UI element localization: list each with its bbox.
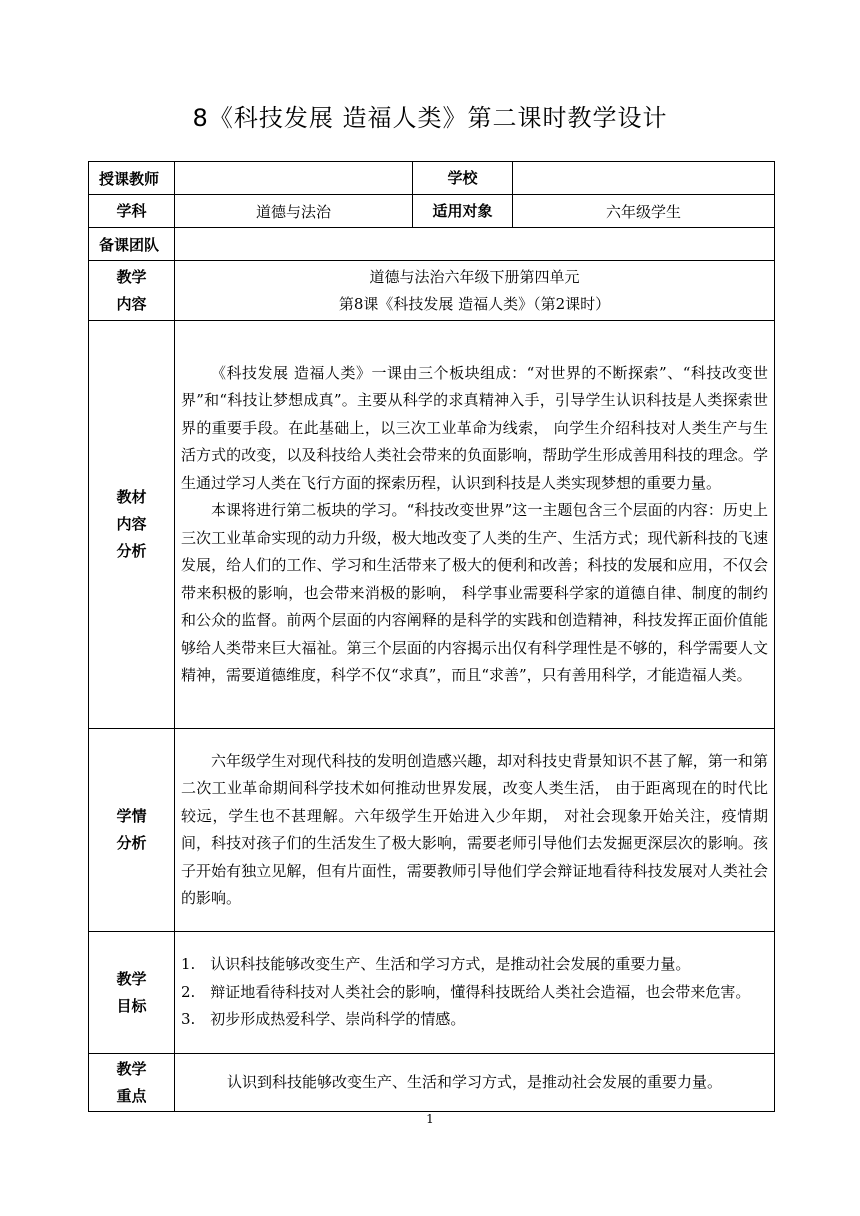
- content-value: [175, 261, 775, 321]
- learner-label: [89, 729, 175, 932]
- goal-item: 2. 辩证地看待科技对人类社会的影响，懂得科技既给人类社会造福，也会带来危害。: [181, 982, 751, 1001]
- table-row: [89, 228, 775, 261]
- table-row: [89, 261, 775, 321]
- content-label-line: 内容: [116, 294, 147, 313]
- content-line: 第8课《科技发展 造福人类》（第2课时）: [338, 294, 611, 313]
- material-label: [89, 321, 175, 729]
- material-label-line: 分析: [116, 542, 147, 560]
- goal-label-line: 目标: [116, 996, 147, 1015]
- school-value: [513, 162, 775, 195]
- audience-value: 六年级学生: [513, 195, 775, 228]
- learner-label-line: 分析: [116, 834, 147, 852]
- learner-label-line: 学情: [116, 807, 147, 825]
- material-paragraph: 《科技发展 造福人类》一课由三个板块组成：“对世界的不断探索”、“科技改变世界”和“科技让梦想成真”。主要从科学的求真精神入手，引导学生认识科技是人类探索世界的重要手段。在此基础上，以三次工业革命为线索， 向学生介绍科技对人类生产与生活方式的改变，以及科技给人类社会带来的负面影响，帮助学生形成善用科技的理念。学生通过学习人类在飞行方面的探索历程，认识到科技是人类实现梦想的重要力量。: [181, 363, 768, 492]
- table-row: [89, 1054, 775, 1112]
- goal-label-line: 教学: [116, 969, 147, 988]
- goal-label: [89, 932, 175, 1054]
- key-label: [89, 1054, 175, 1112]
- teacher-label: 授课教师: [89, 162, 175, 195]
- table-row: [89, 195, 775, 228]
- teacher-value: [175, 162, 413, 195]
- team-value: [175, 228, 775, 261]
- content-label-line: 教学: [116, 267, 147, 286]
- table-row: [89, 321, 775, 729]
- table-row: [89, 729, 775, 932]
- table-row: [89, 932, 775, 1054]
- learner-analysis: [175, 729, 775, 932]
- content-label: [89, 261, 175, 321]
- learner-paragraph: 六年级学生对现代科技的发明创造感兴趣，却对科技史背景知识不甚了解，第一和第二次工业革命期间科学技术如何推动世界发展，改变人类生活， 由于距离现在的时代比较远，学生也不甚理解。六年级学生开始进入少年期， 对社会现象开始关注，疫情期间，科技对孩子们的生活发生了极大影响，需要老师引导他们去发掘更深层次的影响。孩子开始有独立见解，但有片面性，需要教师引导他们学会辩证地看待科技发展对人类社会的影响。: [181, 751, 768, 907]
- goal-list: [175, 932, 775, 1054]
- key-point: 认识到科技能够改变生产、生活和学习方式，是推动社会发展的重要力量。: [226, 1073, 722, 1091]
- content-line: 道德与法治六年级下册第四单元: [369, 267, 580, 286]
- subject-value: 道德与法治: [175, 195, 413, 228]
- page-title: 8《科技发展 造福人类》第二课时教学设计: [192, 104, 668, 132]
- goal-item: 3. 初步形成热爱科学、崇尚科学的情感。: [181, 1010, 466, 1029]
- key-value: [175, 1054, 775, 1112]
- goal-item: 1. 认识科技能够改变生产、生活和学习方式，是推动社会发展的重要力量。: [181, 955, 691, 974]
- table-row: [89, 162, 775, 195]
- lesson-plan-table: [88, 161, 775, 1112]
- material-analysis: [175, 321, 775, 729]
- material-label-line: 教材: [116, 488, 147, 506]
- subject-label: 学科: [89, 195, 175, 228]
- key-label-line: 教学: [116, 1059, 147, 1078]
- audience-label: 适用对象: [413, 195, 513, 228]
- key-label-line: 重点: [116, 1086, 147, 1105]
- material-paragraph: 本课将进行第二板块的学习。“科技改变世界”这一主题包含三个层面的内容：历史上三次工业革命实现的动力升级，极大地改变了人类的生产、生活方式；现代新科技的飞速发展，给人们的工作、学习和生活带来了极大的便利和改善；科技的发展和应用，不仅会带来积极的影响，也会带来消极的影响， 科学事业需要科学家的道德自律、制度的制约和公众的监督。前两个层面的内容阐释的是科学的实践和创造精神，科技发挥正面价值能够给人类带来巨大福祉。第三个层面的内容揭示出仅有科学理性是不够的，科学需要人文精神，需要道德维度，科学不仅“求真”，而且“求善”，只有善用科学，才能造福人类。: [181, 501, 768, 684]
- material-label-line: 内容: [116, 515, 147, 533]
- team-label: 备课团队: [89, 228, 175, 261]
- page-number: 1: [426, 1112, 434, 1126]
- school-label: 学校: [413, 162, 513, 195]
